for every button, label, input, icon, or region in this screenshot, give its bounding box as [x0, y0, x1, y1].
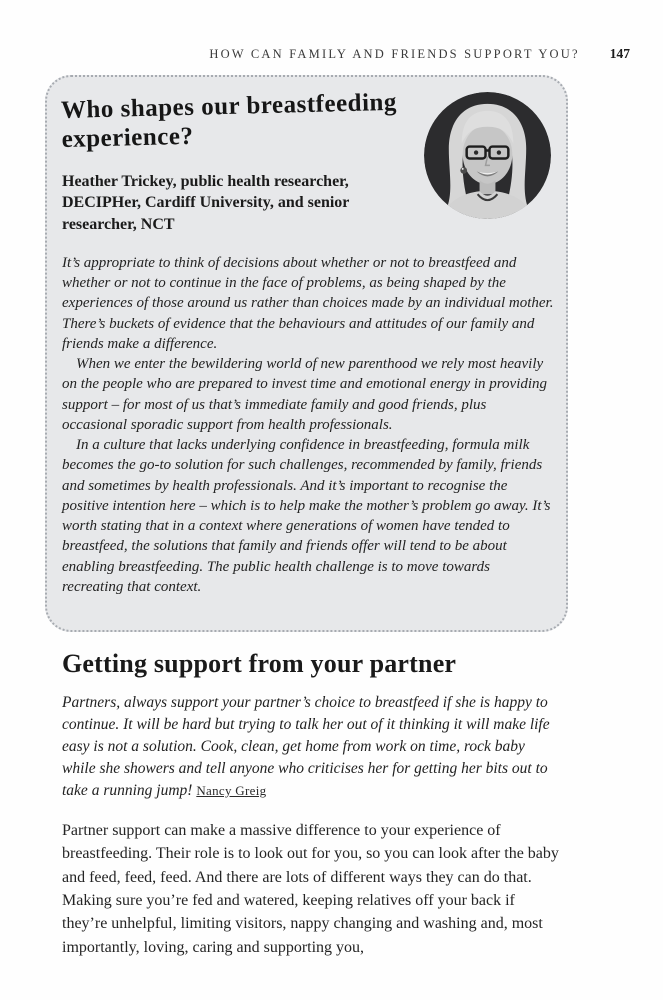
portrait-illustration [424, 92, 551, 219]
partner-quote [62, 692, 562, 802]
section-heading: Getting support from your partner [62, 649, 457, 678]
page-header [45, 46, 630, 62]
expert-paragraph-1: It’s appropriate to think of decisions about whether or not to breastfeed and whether or not to continue in the face of problems, as being shaped by the experiences of those around us rather than choices made by an individual mother. There’s buckets of evidence that the behaviours and attitudes of our family and friends make a difference. [62, 254, 554, 352]
expert-profile-box [45, 75, 568, 632]
expert-paragraph-2: When we enter the bewildering world of new parenthood we rely most heavily on the people who are prepared to invest time and emotional energy in providing support – for most of us that’s immediate family and good friends, plus occasional sporadic support from health professionals. [62, 356, 548, 433]
expert-quote-text [62, 253, 554, 597]
page-number: 147 [609, 46, 630, 61]
body-paragraph: Partner support can make a massive difference to your experience of breastfeeding. Their role is to look out for you, so you can look after the baby and feed, feed, feed. And there are lots of different ways they can do that. Making sure you’re fed and watered, keeping relatives off your back if they’re unhelpful, limiting visitors, nappy changing and washing and, most importantly, loving, caring and supporting you, [62, 822, 559, 956]
expert-box-title: Who shapes our breastfeeding experience? [60, 88, 398, 153]
expert-portrait-photo [424, 92, 551, 219]
partner-quote-text: Partners, always support your partner’s choice to breastfeed if she is happy to continue. It will be hard but trying to talk her out of it thinking it will make life easy is not a solution. Cook, clean, get home from work on time, rock baby while she showers and tell anyone who criticises her for getting her bits out to take a running jump! [62, 694, 550, 799]
expert-paragraph-3: In a culture that lacks underlying confidence in breastfeeding, formula milk becomes the go-to solution for such challenges, recommended by family, friends and sometimes by health professionals. And it’s important to recognise the positive intention here – which is to help make the mother’s problem go away. It’s worth stating that in a context where generations of women have tended to breastfeed, the solutions that family and friends offer will tend to be about enabling breastfeeding. The public health challenge is to move towards recreating that context. [62, 437, 551, 595]
main-section [62, 649, 562, 959]
quote-attribution: Nancy Greig [196, 783, 267, 798]
expert-attribution: Heather Trickey, public health researcher, DECIPHer, Cardiff University, and senior researcher, NCT [62, 172, 350, 233]
running-head: HOW CAN FAMILY AND FRIENDS SUPPORT YOU? [209, 47, 580, 61]
